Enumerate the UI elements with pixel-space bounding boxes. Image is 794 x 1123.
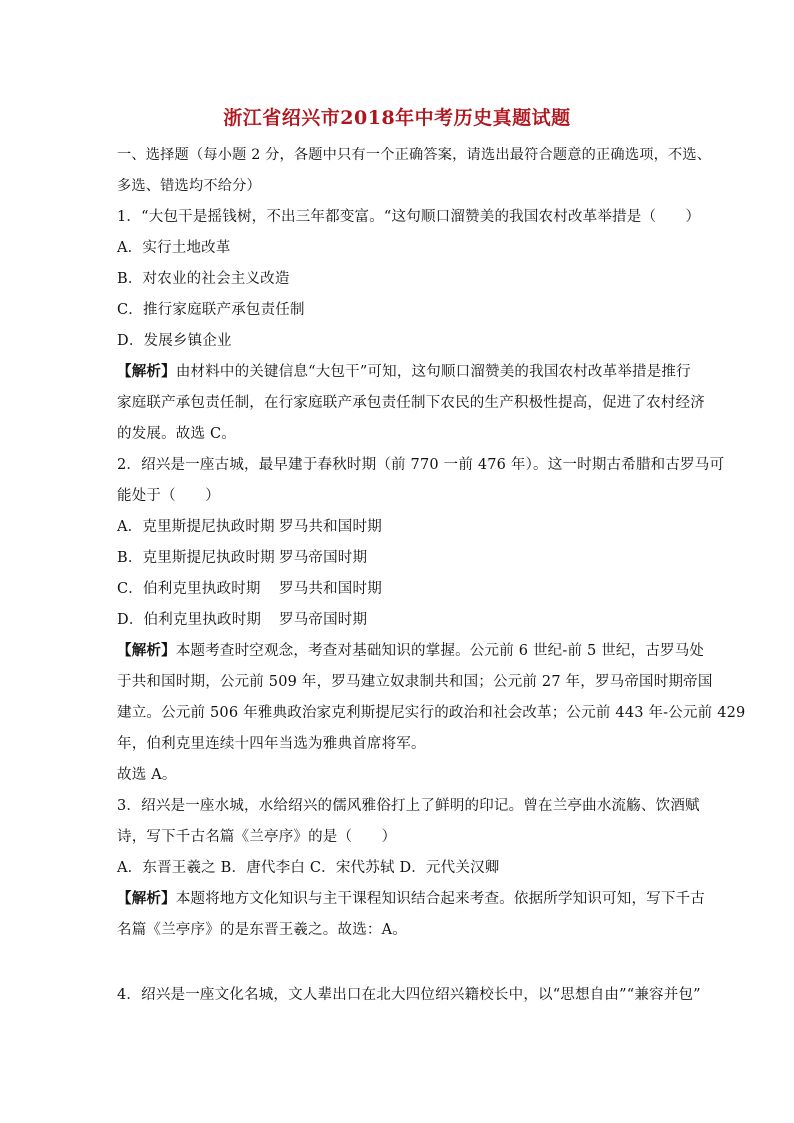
analysis-text: 由材料中的关键信息“大包干”可知，这句顺口溜赞美的我国农村改革举措是推行 [175, 364, 691, 380]
question-2-option-c [117, 579, 382, 599]
question-1-analysis-line-3: 的发展。故选 C。 [117, 426, 237, 442]
question-1-stem: 1．“大包干是摇钱树，不出三年都变富。“这句顺口溜赞美的我国农村改革举措是（ ） [117, 209, 701, 225]
question-1-option-b: B．对农业的社会主义改造 [117, 271, 290, 287]
document-title: 浙江省绍兴市2018年中考历史真题试题 [223, 107, 571, 129]
question-2-option-a [117, 517, 382, 537]
question-3-analysis-line-2: 名篇《兰亭序》的是东晋王羲之。故选：A。 [117, 922, 407, 938]
question-4-stem-line-1: 4．绍兴是一座文化名城，文人辈出口在北大四位绍兴籍校长中，以“思想自由”“兼容并包” [117, 987, 701, 1003]
question-2-analysis-line-5: 故选 A。 [117, 767, 177, 783]
question-2-analysis-line-2: 于共和国时期，公元前 509 年，罗马建立奴隶制共和国；公元前 27 年，罗马帝国时期帝国 [117, 674, 713, 690]
question-2-option-b [117, 548, 367, 568]
question-2-stem-line-2: 能处于（ ） [117, 488, 220, 504]
question-2-analysis-line-1 [117, 641, 704, 661]
analysis-tag: 【解析】 [117, 642, 176, 659]
question-1-option-c: C．推行家庭联产承包责任制 [117, 302, 305, 318]
question-3-stem-line-1: 3．绍兴是一座水城，水给绍兴的儒风雅俗打上了鲜明的印记。曾在兰亭曲水流觞、饮酒赋 [117, 798, 700, 814]
analysis-tag: 【解析】 [117, 363, 176, 380]
option-part-2: 罗马共和国时期 [279, 581, 382, 597]
question-2-stem-line-1: 2．绍兴是一座古城，最早建于春秋时期（前 770 一前 476 年）。这一时期古希腊和古罗马可 [117, 457, 725, 473]
analysis-text: 本题将地方文化知识与主干课程知识结合起来考查。依据所学知识可知，写下千古 [175, 891, 706, 907]
question-1-analysis-line-1 [117, 362, 691, 382]
question-1-analysis-line-2: 家庭联产承包责任制，在行家庭联产承包责任制下农民的生产积极性提高，促进了农村经济 [117, 395, 705, 411]
analysis-text: 本题考查时空观念，考查对基础知识的掌握。公元前 6 世纪-前 5 世纪，古罗马处 [175, 643, 705, 659]
option-part-2: 罗马帝国时期 [279, 612, 368, 628]
section-header-line-1: 一、选择题（每小题 2 分，各题中只有一个正确答案，请选出最符合题意的正确选项，不选、 [117, 147, 712, 163]
question-3-analysis-line-1 [117, 889, 705, 909]
question-1-option-a: A．实行土地改革 [117, 240, 231, 256]
option-part-1: C．伯利克里执政时期 [117, 581, 261, 597]
question-2-option-d [117, 610, 367, 630]
option-part-1: D．伯利克里执政时期 [117, 612, 262, 628]
question-3-stem-line-2: 诗，写下千古名篇《兰亭序》的是（ ） [117, 829, 397, 845]
analysis-tag: 【解析】 [117, 890, 176, 907]
section-header-line-2: 多选、错选均不给分） [117, 178, 261, 194]
option-part-1: A．克里斯提尼执政时期 [117, 519, 275, 535]
option-part-1: B．克里斯提尼执政时期 [117, 550, 275, 566]
question-1-option-d: D．发展乡镇企业 [117, 333, 232, 349]
question-2-analysis-line-3: 建立。公元前 506 年雅典政治家克利斯提尼实行的政治和社会改革；公元前 443 年-公元前 429 [117, 705, 746, 721]
question-2-analysis-line-4: 年，伯利克里连续十四年当选为雅典首席将军。 [117, 736, 426, 752]
option-part-2: 罗马帝国时期 [279, 550, 368, 566]
option-part-2: 罗马共和国时期 [279, 519, 382, 535]
question-3-options: A．东晋王羲之 B．唐代李白 C．宋代苏轼 D．元代关汉卿 [117, 860, 500, 876]
